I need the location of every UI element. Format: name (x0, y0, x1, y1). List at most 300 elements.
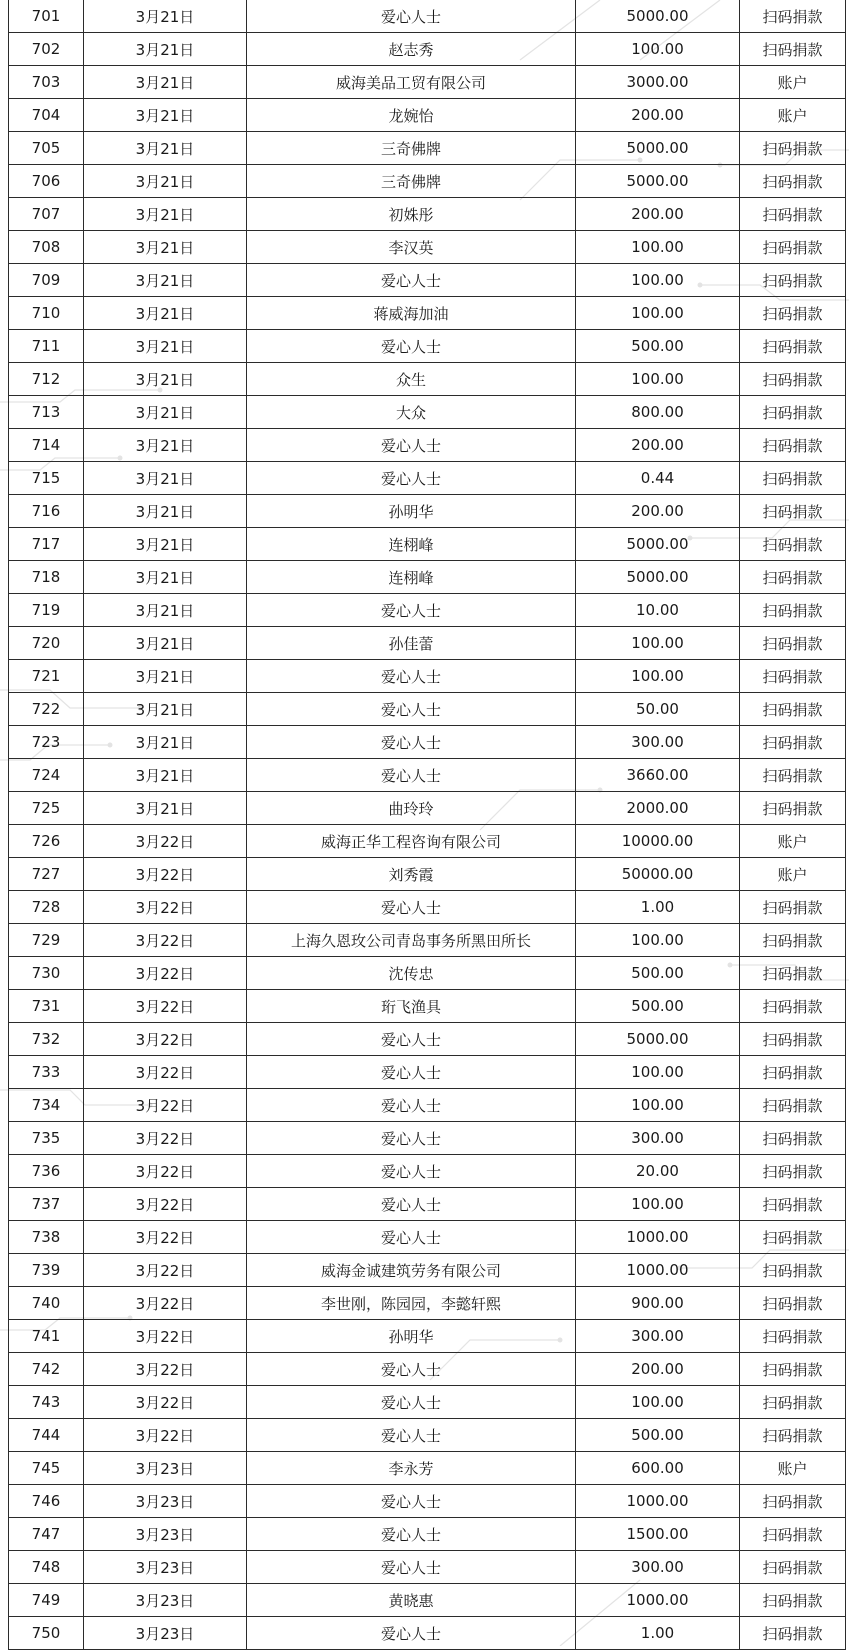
row-number: 741 (9, 1320, 84, 1353)
donation-amount: 500.00 (576, 1419, 740, 1452)
payment-method: 扫码捐款 (740, 1221, 846, 1254)
donor-name: 孙明华 (247, 1320, 576, 1353)
donation-amount: 5000.00 (576, 1023, 740, 1056)
payment-method: 扫码捐款 (740, 429, 846, 462)
donor-name: 爱心人士 (247, 1188, 576, 1221)
donation-amount: 100.00 (576, 627, 740, 660)
payment-method: 扫码捐款 (740, 792, 846, 825)
donor-name: 爱心人士 (247, 693, 576, 726)
donation-date: 3月21日 (84, 99, 247, 132)
payment-method: 扫码捐款 (740, 1089, 846, 1122)
payment-method: 扫码捐款 (740, 198, 846, 231)
donation-date: 3月23日 (84, 1584, 247, 1617)
donation-amount: 3000.00 (576, 66, 740, 99)
donation-amount: 5000.00 (576, 132, 740, 165)
table-row (9, 990, 846, 1023)
donation-date: 3月21日 (84, 660, 247, 693)
donation-amount: 600.00 (576, 1452, 740, 1485)
donor-name: 爱心人士 (247, 1353, 576, 1386)
donor-name: 爱心人士 (247, 0, 576, 33)
payment-method: 扫码捐款 (740, 660, 846, 693)
row-number: 737 (9, 1188, 84, 1221)
donor-name: 李汉英 (247, 231, 576, 264)
row-number: 746 (9, 1485, 84, 1518)
donation-date: 3月21日 (84, 132, 247, 165)
row-number: 749 (9, 1584, 84, 1617)
donor-name: 威海金诚建筑劳务有限公司 (247, 1254, 576, 1287)
row-number: 713 (9, 396, 84, 429)
payment-method: 扫码捐款 (740, 231, 846, 264)
table-row (9, 1353, 846, 1386)
row-number: 718 (9, 561, 84, 594)
donation-date: 3月21日 (84, 594, 247, 627)
table-row (9, 264, 846, 297)
donation-amount: 100.00 (576, 1056, 740, 1089)
donation-date: 3月22日 (84, 990, 247, 1023)
payment-method: 扫码捐款 (740, 1584, 846, 1617)
donation-amount: 10.00 (576, 594, 740, 627)
row-number: 704 (9, 99, 84, 132)
row-number: 735 (9, 1122, 84, 1155)
donation-amount: 1000.00 (576, 1485, 740, 1518)
donor-name: 赵志秀 (247, 33, 576, 66)
row-number: 748 (9, 1551, 84, 1584)
row-number: 721 (9, 660, 84, 693)
donation-date: 3月22日 (84, 825, 247, 858)
payment-method: 扫码捐款 (740, 1485, 846, 1518)
row-number: 738 (9, 1221, 84, 1254)
donation-date: 3月22日 (84, 1287, 247, 1320)
row-number: 702 (9, 33, 84, 66)
table-row (9, 1320, 846, 1353)
donor-name: 爱心人士 (247, 1089, 576, 1122)
donor-name: 爱心人士 (247, 462, 576, 495)
donation-date: 3月21日 (84, 759, 247, 792)
donation-amount: 200.00 (576, 429, 740, 462)
donation-date: 3月21日 (84, 297, 247, 330)
row-number: 732 (9, 1023, 84, 1056)
table-row (9, 726, 846, 759)
row-number: 750 (9, 1617, 84, 1650)
row-number: 715 (9, 462, 84, 495)
donation-amount: 100.00 (576, 1386, 740, 1419)
row-number: 734 (9, 1089, 84, 1122)
table-row (9, 1419, 846, 1452)
payment-method: 扫码捐款 (740, 1188, 846, 1221)
row-number: 707 (9, 198, 84, 231)
donation-amount: 200.00 (576, 495, 740, 528)
table-row (9, 462, 846, 495)
payment-method: 扫码捐款 (740, 1287, 846, 1320)
row-number: 742 (9, 1353, 84, 1386)
donation-table-body (9, 0, 846, 1650)
donation-date: 3月22日 (84, 1221, 247, 1254)
donation-date: 3月22日 (84, 1254, 247, 1287)
row-number: 739 (9, 1254, 84, 1287)
payment-method: 扫码捐款 (740, 396, 846, 429)
payment-method: 账户 (740, 858, 846, 891)
donation-date: 3月21日 (84, 363, 247, 396)
donor-name: 珩飞渔具 (247, 990, 576, 1023)
donation-amount: 5000.00 (576, 165, 740, 198)
donation-date: 3月23日 (84, 1551, 247, 1584)
table-row (9, 759, 846, 792)
payment-method: 账户 (740, 66, 846, 99)
payment-method: 扫码捐款 (740, 1254, 846, 1287)
donation-amount: 20.00 (576, 1155, 740, 1188)
table-row (9, 1452, 846, 1485)
donor-name: 威海美品工贸有限公司 (247, 66, 576, 99)
donation-amount: 1000.00 (576, 1254, 740, 1287)
donation-date: 3月22日 (84, 1320, 247, 1353)
donation-amount: 100.00 (576, 1188, 740, 1221)
donor-name: 爱心人士 (247, 759, 576, 792)
table-row (9, 792, 846, 825)
table-row (9, 1221, 846, 1254)
donation-date: 3月21日 (84, 528, 247, 561)
donor-name: 刘秀霞 (247, 858, 576, 891)
table-row (9, 1551, 846, 1584)
donor-name: 初姝彤 (247, 198, 576, 231)
payment-method: 扫码捐款 (740, 330, 846, 363)
donation-date: 3月21日 (84, 462, 247, 495)
table-row (9, 231, 846, 264)
donation-amount: 500.00 (576, 990, 740, 1023)
donation-date: 3月21日 (84, 792, 247, 825)
donor-name: 曲玲玲 (247, 792, 576, 825)
row-number: 747 (9, 1518, 84, 1551)
row-number: 717 (9, 528, 84, 561)
donor-name: 爱心人士 (247, 1386, 576, 1419)
donation-amount: 300.00 (576, 726, 740, 759)
donor-name: 爱心人士 (247, 1485, 576, 1518)
donation-date: 3月22日 (84, 957, 247, 990)
payment-method: 扫码捐款 (740, 1518, 846, 1551)
donation-date: 3月21日 (84, 726, 247, 759)
table-row (9, 924, 846, 957)
table-row (9, 1188, 846, 1221)
donation-date: 3月22日 (84, 1122, 247, 1155)
table-row (9, 1155, 846, 1188)
payment-method: 扫码捐款 (740, 1023, 846, 1056)
payment-method: 扫码捐款 (740, 0, 846, 33)
donation-amount: 2000.00 (576, 792, 740, 825)
donor-name: 李永芳 (247, 1452, 576, 1485)
donor-name: 爱心人士 (247, 1155, 576, 1188)
donation-amount: 100.00 (576, 297, 740, 330)
row-number: 729 (9, 924, 84, 957)
donation-amount: 100.00 (576, 1089, 740, 1122)
table-row (9, 429, 846, 462)
table-row (9, 363, 846, 396)
donation-amount: 200.00 (576, 1353, 740, 1386)
donation-date: 3月21日 (84, 66, 247, 99)
row-number: 714 (9, 429, 84, 462)
donation-amount: 100.00 (576, 363, 740, 396)
table-row (9, 66, 846, 99)
table-row (9, 0, 846, 33)
donation-date: 3月22日 (84, 1023, 247, 1056)
donation-amount: 100.00 (576, 264, 740, 297)
table-row (9, 1023, 846, 1056)
table-row (9, 858, 846, 891)
table-row (9, 561, 846, 594)
table-row (9, 99, 846, 132)
table-row (9, 594, 846, 627)
donation-amount: 1500.00 (576, 1518, 740, 1551)
donation-date: 3月23日 (84, 1518, 247, 1551)
donation-amount: 100.00 (576, 231, 740, 264)
table-row (9, 1518, 846, 1551)
row-number: 731 (9, 990, 84, 1023)
donation-amount: 500.00 (576, 330, 740, 363)
donation-date: 3月21日 (84, 627, 247, 660)
payment-method: 扫码捐款 (740, 33, 846, 66)
donation-date: 3月21日 (84, 693, 247, 726)
donation-amount: 900.00 (576, 1287, 740, 1320)
donor-name: 威海正华工程咨询有限公司 (247, 825, 576, 858)
donor-name: 爱心人士 (247, 264, 576, 297)
donation-date: 3月22日 (84, 1188, 247, 1221)
donation-list-sheet (8, 0, 845, 1650)
row-number: 711 (9, 330, 84, 363)
donation-amount: 10000.00 (576, 825, 740, 858)
table-row (9, 1485, 846, 1518)
donation-amount: 200.00 (576, 99, 740, 132)
donation-amount: 5000.00 (576, 0, 740, 33)
table-row (9, 693, 846, 726)
donation-date: 3月21日 (84, 561, 247, 594)
table-row (9, 33, 846, 66)
row-number: 733 (9, 1056, 84, 1089)
donation-amount: 1.00 (576, 891, 740, 924)
payment-method: 扫码捐款 (740, 957, 846, 990)
donation-date: 3月21日 (84, 330, 247, 363)
row-number: 730 (9, 957, 84, 990)
table-row (9, 330, 846, 363)
donor-name: 爱心人士 (247, 660, 576, 693)
donor-name: 爱心人士 (247, 330, 576, 363)
payment-method: 扫码捐款 (740, 561, 846, 594)
donor-name: 上海久恩玫公司青岛事务所黑田所长 (247, 924, 576, 957)
donor-name: 龙婉怡 (247, 99, 576, 132)
donor-name: 爱心人士 (247, 726, 576, 759)
payment-method: 扫码捐款 (740, 1551, 846, 1584)
donation-date: 3月21日 (84, 0, 247, 33)
donation-date: 3月22日 (84, 1386, 247, 1419)
donor-name: 黄晓惠 (247, 1584, 576, 1617)
donation-date: 3月22日 (84, 1353, 247, 1386)
row-number: 740 (9, 1287, 84, 1320)
payment-method: 账户 (740, 1452, 846, 1485)
donation-date: 3月21日 (84, 264, 247, 297)
donation-date: 3月22日 (84, 1056, 247, 1089)
donation-amount: 500.00 (576, 957, 740, 990)
table-row (9, 165, 846, 198)
donor-name: 三奇佛牌 (247, 132, 576, 165)
donation-amount: 300.00 (576, 1551, 740, 1584)
donation-date: 3月21日 (84, 396, 247, 429)
donation-amount: 100.00 (576, 660, 740, 693)
payment-method: 扫码捐款 (740, 132, 846, 165)
payment-method: 扫码捐款 (740, 1320, 846, 1353)
donation-date: 3月22日 (84, 924, 247, 957)
donor-name: 爱心人士 (247, 1122, 576, 1155)
row-number: 722 (9, 693, 84, 726)
table-row (9, 297, 846, 330)
donation-date: 3月22日 (84, 1089, 247, 1122)
donor-name: 孙明华 (247, 495, 576, 528)
donation-amount: 1000.00 (576, 1221, 740, 1254)
donation-amount: 300.00 (576, 1122, 740, 1155)
donor-name: 孙佳蕾 (247, 627, 576, 660)
row-number: 725 (9, 792, 84, 825)
donor-name: 连栩峰 (247, 561, 576, 594)
donor-name: 爱心人士 (247, 1518, 576, 1551)
payment-method: 扫码捐款 (740, 1386, 846, 1419)
table-row (9, 495, 846, 528)
row-number: 701 (9, 0, 84, 33)
donor-name: 爱心人士 (247, 1551, 576, 1584)
table-row (9, 528, 846, 561)
donation-amount: 0.44 (576, 462, 740, 495)
donor-name: 爱心人士 (247, 891, 576, 924)
payment-method: 扫码捐款 (740, 759, 846, 792)
donation-amount: 5000.00 (576, 561, 740, 594)
payment-method: 扫码捐款 (740, 924, 846, 957)
row-number: 719 (9, 594, 84, 627)
donation-amount: 50.00 (576, 693, 740, 726)
payment-method: 扫码捐款 (740, 594, 846, 627)
donation-amount: 1000.00 (576, 1584, 740, 1617)
table-row (9, 1287, 846, 1320)
table-row (9, 1122, 846, 1155)
payment-method: 扫码捐款 (740, 990, 846, 1023)
payment-method: 扫码捐款 (740, 1056, 846, 1089)
table-row (9, 825, 846, 858)
payment-method: 扫码捐款 (740, 1122, 846, 1155)
table-row (9, 1254, 846, 1287)
payment-method: 扫码捐款 (740, 165, 846, 198)
row-number: 706 (9, 165, 84, 198)
donor-name: 众生 (247, 363, 576, 396)
payment-method: 扫码捐款 (740, 495, 846, 528)
table-row (9, 396, 846, 429)
payment-method: 扫码捐款 (740, 363, 846, 396)
payment-method: 扫码捐款 (740, 528, 846, 561)
payment-method: 扫码捐款 (740, 1617, 846, 1650)
payment-method: 扫码捐款 (740, 891, 846, 924)
donor-name: 爱心人士 (247, 594, 576, 627)
table-row (9, 132, 846, 165)
row-number: 720 (9, 627, 84, 660)
payment-method: 扫码捐款 (740, 462, 846, 495)
row-number: 728 (9, 891, 84, 924)
payment-method: 账户 (740, 825, 846, 858)
donation-amount: 3660.00 (576, 759, 740, 792)
donation-date: 3月21日 (84, 198, 247, 231)
row-number: 743 (9, 1386, 84, 1419)
donor-name: 蒋威海加油 (247, 297, 576, 330)
donation-amount: 100.00 (576, 33, 740, 66)
donation-amount: 300.00 (576, 1320, 740, 1353)
payment-method: 扫码捐款 (740, 1353, 846, 1386)
payment-method: 扫码捐款 (740, 726, 846, 759)
donation-amount: 1.00 (576, 1617, 740, 1650)
row-number: 723 (9, 726, 84, 759)
row-number: 724 (9, 759, 84, 792)
row-number: 709 (9, 264, 84, 297)
table-row (9, 198, 846, 231)
donation-date: 3月22日 (84, 891, 247, 924)
donor-name: 爱心人士 (247, 1221, 576, 1254)
table-row (9, 957, 846, 990)
donor-name: 连栩峰 (247, 528, 576, 561)
donation-amount: 200.00 (576, 198, 740, 231)
row-number: 708 (9, 231, 84, 264)
payment-method: 扫码捐款 (740, 627, 846, 660)
donation-date: 3月21日 (84, 429, 247, 462)
payment-method: 账户 (740, 99, 846, 132)
donation-table (8, 0, 846, 1650)
row-number: 705 (9, 132, 84, 165)
donation-date: 3月22日 (84, 1155, 247, 1188)
row-number: 710 (9, 297, 84, 330)
donation-amount: 50000.00 (576, 858, 740, 891)
table-row (9, 1386, 846, 1419)
row-number: 744 (9, 1419, 84, 1452)
table-row (9, 660, 846, 693)
donation-date: 3月21日 (84, 33, 247, 66)
donation-date: 3月23日 (84, 1617, 247, 1650)
table-row (9, 891, 846, 924)
table-row (9, 1617, 846, 1650)
donation-date: 3月23日 (84, 1485, 247, 1518)
row-number: 745 (9, 1452, 84, 1485)
table-row (9, 1584, 846, 1617)
donor-name: 爱心人士 (247, 1023, 576, 1056)
table-row (9, 1056, 846, 1089)
donor-name: 三奇佛牌 (247, 165, 576, 198)
donation-amount: 5000.00 (576, 528, 740, 561)
row-number: 716 (9, 495, 84, 528)
donation-date: 3月22日 (84, 1419, 247, 1452)
row-number: 726 (9, 825, 84, 858)
donor-name: 爱心人士 (247, 429, 576, 462)
donation-date: 3月21日 (84, 495, 247, 528)
donation-amount: 100.00 (576, 924, 740, 957)
payment-method: 扫码捐款 (740, 693, 846, 726)
table-row (9, 627, 846, 660)
donation-amount: 800.00 (576, 396, 740, 429)
row-number: 712 (9, 363, 84, 396)
donation-date: 3月22日 (84, 858, 247, 891)
payment-method: 扫码捐款 (740, 1419, 846, 1452)
donor-name: 爱心人士 (247, 1056, 576, 1089)
donation-date: 3月23日 (84, 1452, 247, 1485)
donor-name: 爱心人士 (247, 1617, 576, 1650)
row-number: 727 (9, 858, 84, 891)
donor-name: 大众 (247, 396, 576, 429)
payment-method: 扫码捐款 (740, 297, 846, 330)
row-number: 736 (9, 1155, 84, 1188)
donation-date: 3月21日 (84, 231, 247, 264)
payment-method: 扫码捐款 (740, 1155, 846, 1188)
donor-name: 沈传忠 (247, 957, 576, 990)
donor-name: 爱心人士 (247, 1419, 576, 1452)
row-number: 703 (9, 66, 84, 99)
payment-method: 扫码捐款 (740, 264, 846, 297)
